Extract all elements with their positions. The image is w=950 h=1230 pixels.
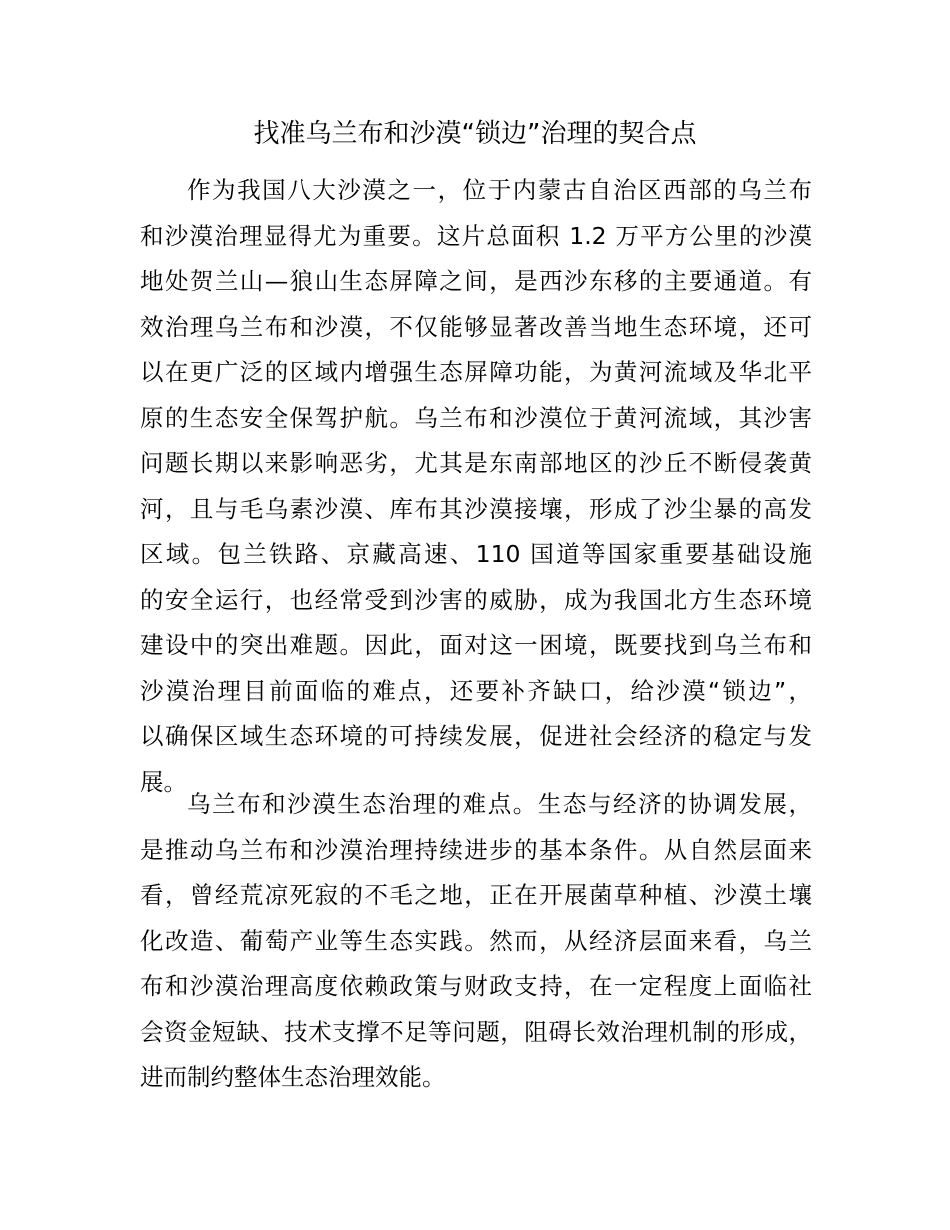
- text-line: 化改造、葡萄产业等生态实践。然而，从经济层面来看，乌兰: [140, 926, 812, 955]
- text-line: 作为我国八大沙漠之一，位于内蒙古自治区西部的乌兰布: [187, 176, 812, 204]
- text-line: 以确保区域生态环境的可持续发展，促进社会经济的稳定与发: [140, 722, 812, 750]
- document-title: 找准乌兰布和沙漠“锁边”治理的契合点: [253, 119, 697, 149]
- text-line: 的安全运行，也经常受到沙害的威胁，成为我国北方生态环境: [140, 585, 812, 614]
- text-line: 沙漠治理目前面临的难点，还要补齐缺口，给沙漠“锁边”，: [140, 676, 812, 705]
- text-line: 布和沙漠治理高度依赖政策与财政支持，在一定程度上面临社: [140, 972, 812, 1000]
- text-line: 以在更广泛的区域内增强生态屏障功能，为黄河流域及华北平: [140, 358, 812, 386]
- text-line: 看，曾经荒凉死寂的不毛之地，正在开展菌草种植、沙漠土壤: [140, 881, 812, 909]
- text-line: 问题长期以来影响恶劣，尤其是东南部地区的沙丘不断侵袭黄: [140, 449, 812, 477]
- text-line: 建设中的突出难题。因此，面对这一困境，既要找到乌兰布和: [140, 631, 812, 659]
- text-line: 效治理乌兰布和沙漠，不仅能够显著改善当地生态环境，还可: [140, 312, 812, 341]
- text-line: 和沙漠治理显得尤为重要。这片总面积 1.2 万平方公里的沙漠: [140, 221, 812, 250]
- text-line: 区域。包兰铁路、京藏高速、110 国道等国家重要基础设施: [140, 540, 812, 568]
- text-line: 是推动乌兰布和沙漠治理持续进步的基本条件。从自然层面来: [140, 835, 812, 864]
- text-line: 河，且与毛乌素沙漠、库布其沙漠接壤，形成了沙尘暴的高发: [140, 494, 812, 523]
- text-line: 地处贺兰山—狼山生态屏障之间，是西沙东移的主要通道。有: [140, 267, 812, 295]
- text-line: 会资金短缺、技术支撑不足等问题，阻碍长效治理机制的形成，: [140, 1017, 812, 1046]
- text-line: 原的生态安全保驾护航。乌兰布和沙漠位于黄河流域，其沙害: [140, 403, 812, 432]
- paragraph-2: [140, 782, 812, 1101]
- paragraph-1: [140, 168, 812, 805]
- text-line: 进而制约整体生态治理效能。: [140, 1063, 446, 1091]
- text-line: 展。: [140, 767, 187, 796]
- text-line: 乌兰布和沙漠生态治理的难点。生态与经济的协调发展，: [187, 790, 812, 818]
